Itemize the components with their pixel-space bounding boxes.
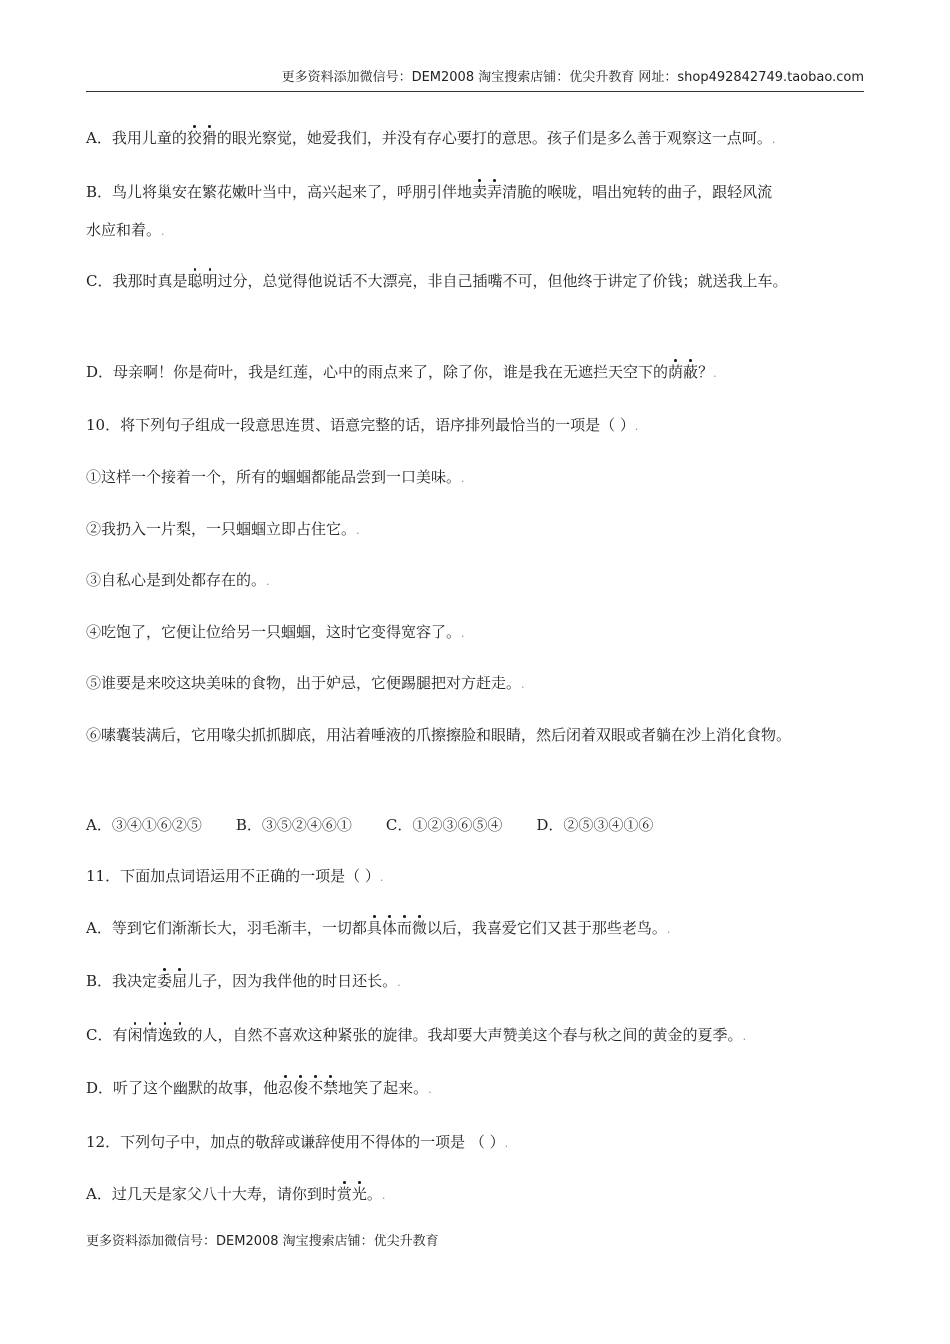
q9-option-b-cont: 水应和着。. [86, 221, 165, 239]
q10-item: ⑥嗉囊装满后，它用喙尖抓抓脚底，用沾着唾液的爪擦擦脸和眼睛，然后闭着双眼或者躺在沙上消化食物。 [86, 726, 792, 744]
q10-option-d: D．②⑤③④①⑥ [536, 816, 654, 834]
q10-options [86, 815, 653, 835]
q10-item: ①这样一个接着一个，所有的蝈蝈都能品尝到一口美味。. [86, 468, 465, 486]
q9-option-b: B．鸟儿将巢安在繁花嫩叶当中，高兴起来了，呼朋引伴地卖弄清脆的喉咙，唱出宛转的曲子，跟轻风流 [86, 183, 773, 201]
q10-item: ⑤谁要是来咬这块美味的食物，出于妒忌，它便踢腿把对方赶走。. [86, 674, 525, 692]
q10-option-c: C．①②③⑥⑤④ [385, 816, 503, 834]
page-footer: 更多资料添加微信号：DEM2008 淘宝搜索店铺：优尖升教育 [86, 1234, 439, 1249]
q10-option-a: A．③④①⑥②⑤ [86, 816, 202, 834]
q10-item: ④吃饱了，它便让位给另一只蝈蝈，这时它变得宽容了。. [86, 623, 465, 641]
q11-option-b: B．我决定委屈儿子，因为我伴他的时日还长。. [86, 972, 401, 990]
q9-option-c: C．我那时真是聪明过分，总觉得他说话不大漂亮，非自己插嘴不可，但他终于讲定了价钱；就送我上车。 [86, 272, 788, 290]
q12-option-a: A．过几天是家父八十大寿，请你到时赏光。. [86, 1185, 386, 1203]
q11-option-c: C．有闲情逸致的人，自然不喜欢这种紧张的旋律。我却要大声赞美这个春与秋之间的黄金的夏季。. [86, 1026, 747, 1044]
page-header: 更多资料添加微信号：DEM2008 淘宝搜索店铺：优尖升教育 网址：shop492842749.taobao.com [86, 66, 864, 92]
q11-option-d: D．听了这个幽默的故事，他忍俊不禁地笑了起来。. [86, 1079, 432, 1097]
q12-stem: 12．下列句子中，加点的敬辞或谦辞使用不得体的一项是 （ ）. [86, 1133, 509, 1151]
q11-option-a: A．等到它们渐渐长大，羽毛渐丰，一切都具体而微以后，我喜爱它们又甚于那些老鸟。. [86, 919, 671, 937]
q11-stem: 11．下面加点词语运用不正确的一项是（ ）. [86, 867, 384, 885]
q10-item: ②我扔入一片梨，一只蝈蝈立即占住它。. [86, 520, 360, 538]
q9-option-d: D．母亲啊！你是荷叶，我是红莲，心中的雨点来了，除了你，谁是我在无遮拦天空下的荫蔽？. [86, 363, 717, 381]
q9-option-a: A．我用儿童的狡猾的眼光察觉，她爱我们，并没有存心要打的意思。孩子们是多么善于观察这一点呵。. [86, 129, 776, 147]
q10-stem: 10．将下列句子组成一段意思连贯、语意完整的话，语序排列最恰当的一项是（ ）. [86, 416, 639, 434]
q10-option-b: B．③⑤②④⑥① [235, 816, 352, 834]
q10-item: ③自私心是到处都存在的。. [86, 571, 270, 589]
